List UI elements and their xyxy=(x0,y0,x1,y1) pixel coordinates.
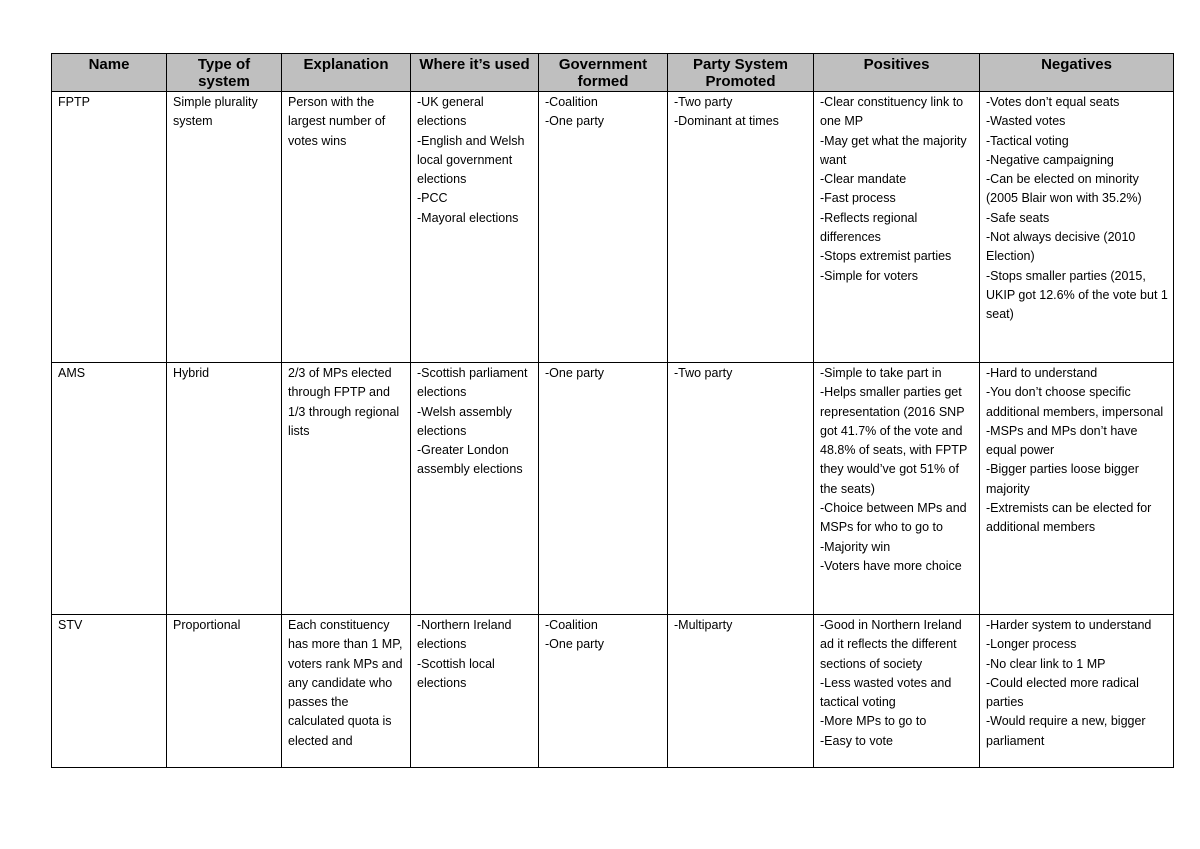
list-item: -Extremists can be elected for additional members xyxy=(986,501,1152,535)
list-item: -Two party xyxy=(674,366,733,380)
list-item: -Votes don’t equal seats xyxy=(986,95,1120,109)
cell-type: Hybrid xyxy=(167,363,282,615)
list-item: -Reflects regional differences xyxy=(820,210,918,245)
list-item: -Stops smaller parties (2015, UKIP got 12.6% of the vote but 1 seat) xyxy=(986,268,1168,322)
cell-government xyxy=(539,363,668,615)
header-negatives: Negatives xyxy=(980,54,1174,92)
cell-positives xyxy=(814,92,980,363)
list-item: -Scottish parliament elections xyxy=(417,366,528,400)
list-item: -Simple for voters xyxy=(820,268,918,283)
header-party-system: Party System Promoted xyxy=(668,54,814,92)
list-item: -Could elected more radical parties xyxy=(986,675,1139,710)
list-item: -Choice between MPs and MSPs for who to go to xyxy=(820,501,967,535)
list-item: -May get what the majority want xyxy=(820,133,967,167)
list-item: -Mayoral elections xyxy=(417,210,519,225)
list-item: -Negative campaigning xyxy=(986,152,1114,167)
list-item: -Clear constituency link to one MP xyxy=(820,95,964,129)
list-item: -More MPs to go to xyxy=(820,714,927,729)
list-item: -PCC xyxy=(417,191,448,206)
cell-party-system xyxy=(668,363,814,615)
list-item: -Tactical voting xyxy=(986,133,1069,148)
cell-explanation: Person with the largest number of votes wins xyxy=(282,92,411,363)
cell-government xyxy=(539,92,668,363)
list-item: -One party xyxy=(545,637,605,652)
list-item: -Coalition xyxy=(545,95,598,109)
list-item: -Safe seats xyxy=(986,210,1050,225)
cell-party-system xyxy=(668,615,814,768)
cell-explanation: Each constituency has more than 1 MP, voters rank MPs and any candidate who passes the calculated quota is elected and xyxy=(282,615,411,768)
list-item: -You don’t choose specific additional members, impersonal xyxy=(986,385,1164,419)
cell-government xyxy=(539,615,668,768)
header-type-of-system: Type of system xyxy=(167,54,282,92)
list-item: -One party xyxy=(545,366,605,380)
list-item: -Easy to vote xyxy=(820,733,893,748)
header-explanation: Explanation xyxy=(282,54,411,92)
table-row-stv xyxy=(52,615,1174,768)
table-row-fptp xyxy=(52,92,1174,363)
list-item: -Good in Northern Ireland ad it reflects the different sections of society xyxy=(820,618,962,671)
list-item: -Less wasted votes and tactical voting xyxy=(820,675,952,710)
list-item: -Helps smaller parties get representation (2016 SNP got 41.7% of the vote and 48.8% of seats, with FPTP they would’ve got 51% of the seats) xyxy=(820,385,968,496)
cell-explanation: 2/3 of MPs elected through FPTP and 1/3 through regional lists xyxy=(282,363,411,615)
cell-party-system xyxy=(668,92,814,363)
cell-name: STV xyxy=(52,615,167,768)
list-item: -Hard to understand xyxy=(986,366,1098,380)
list-item: -Multiparty xyxy=(674,618,733,632)
list-item: -Majority win xyxy=(820,539,891,554)
list-item: -English and Welsh local government elections xyxy=(417,133,525,187)
list-item: -One party xyxy=(545,114,605,129)
header-name: Name xyxy=(52,54,167,92)
cell-negatives xyxy=(980,615,1174,768)
header-where-used: Where it’s used xyxy=(411,54,539,92)
cell-type: Simple plurality system xyxy=(167,92,282,363)
list-item: -Not always decisive (2010 Election) xyxy=(986,230,1136,264)
header-government-formed: Government formed xyxy=(539,54,668,92)
list-item: -Clear mandate xyxy=(820,172,907,187)
list-item: -Scottish local elections xyxy=(417,656,495,690)
cell-positives xyxy=(814,615,980,768)
list-item: -MSPs and MPs don’t have equal power xyxy=(986,423,1138,458)
cell-negatives xyxy=(980,92,1174,363)
electoral-systems-table xyxy=(51,53,1174,768)
list-item: -Harder system to understand xyxy=(986,618,1152,632)
list-item: -No clear link to 1 MP xyxy=(986,656,1106,671)
list-item: -Longer process xyxy=(986,637,1077,652)
list-item: -Coalition xyxy=(545,618,598,632)
cell-name: FPTP xyxy=(52,92,167,363)
list-item: -Bigger parties loose bigger majority xyxy=(986,462,1139,496)
list-item: -Greater London assembly elections xyxy=(417,443,523,477)
list-item: -Can be elected on minority (2005 Blair won with 35.2%) xyxy=(986,172,1142,206)
list-item: -Voters have more choice xyxy=(820,558,962,573)
cell-negatives xyxy=(980,363,1174,615)
list-item: -UK general elections xyxy=(417,95,484,129)
cell-name: AMS xyxy=(52,363,167,615)
cell-type: Proportional xyxy=(167,615,282,768)
list-item: -Wasted votes xyxy=(986,114,1066,129)
list-item: -Two party xyxy=(674,95,733,109)
cell-where-used xyxy=(411,92,539,363)
list-item: -Dominant at times xyxy=(674,114,779,129)
list-item: -Welsh assembly elections xyxy=(417,404,512,438)
list-item: -Simple to take part in xyxy=(820,366,942,380)
header-positives: Positives xyxy=(814,54,980,92)
list-item: -Stops extremist parties xyxy=(820,249,952,264)
table-row-ams xyxy=(52,363,1174,615)
list-item: -Would require a new, bigger parliament xyxy=(986,714,1146,748)
cell-where-used xyxy=(411,363,539,615)
cell-positives xyxy=(814,363,980,615)
list-item: -Northern Ireland elections xyxy=(417,618,512,652)
header-row xyxy=(52,54,1174,92)
cell-where-used xyxy=(411,615,539,768)
list-item: -Fast process xyxy=(820,191,896,206)
